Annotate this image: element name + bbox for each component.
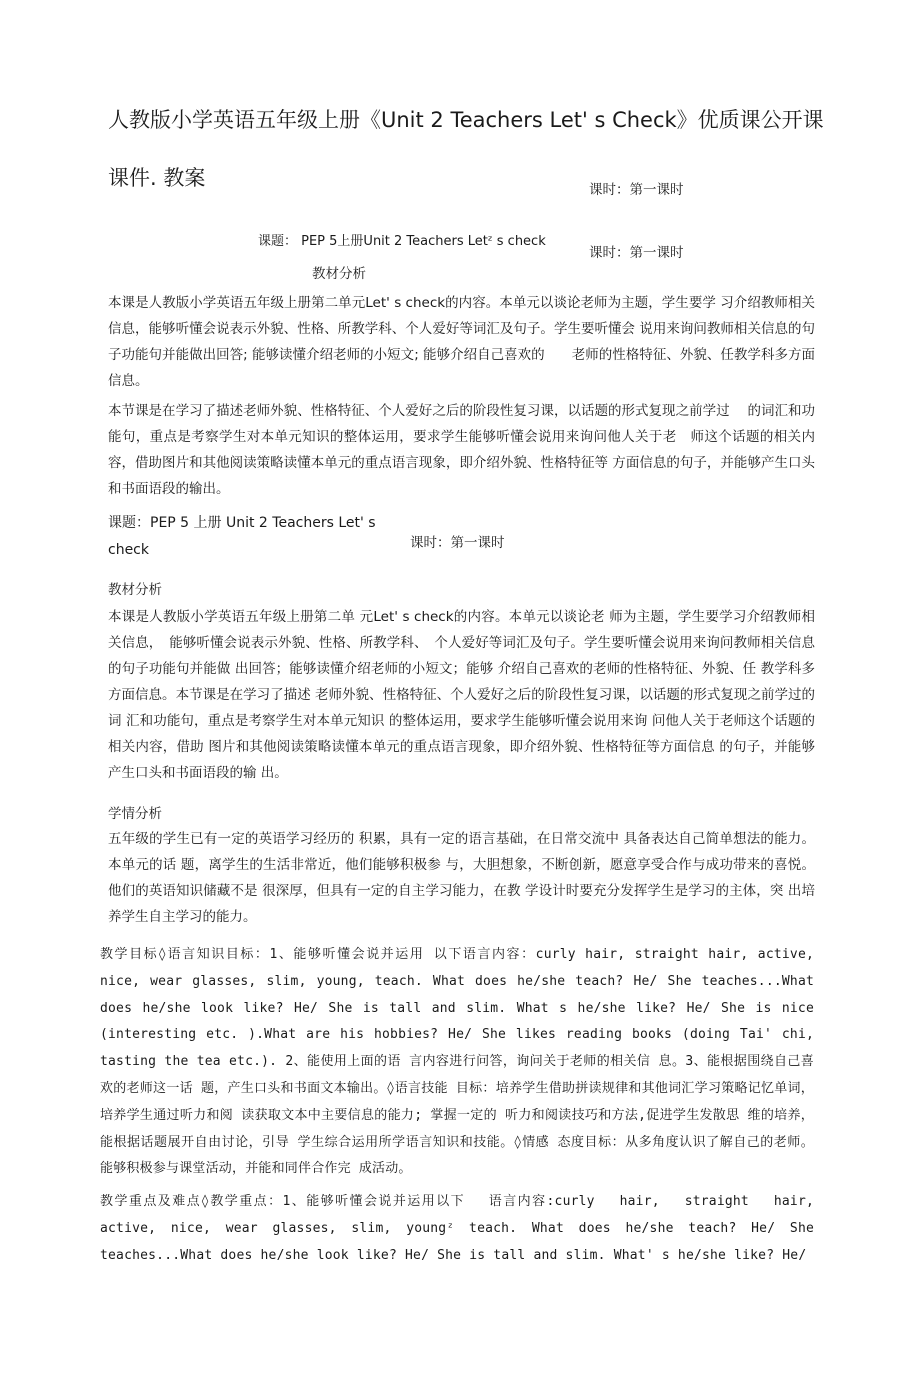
title-line-1: 人教版小学英语五年级上册《Unit 2 Teachers Let' s Check》优质课公开课 bbox=[108, 108, 824, 132]
topic-line: check bbox=[108, 542, 149, 558]
student-analysis-paragraph: 五年级的学生已有一定的英语学习经历的 积累，具有一定的语言基础，在日常交流中 具备表达自己简单想法的能力。本单元的话 题，离学生的生活非常近，他们能够积极参 与，大胆想象，不断创新，愿意享受合作与成功带来的喜悦。他们的英语知识储藏不是 很深厚，但具有一定的自主学习能力，在教 学设计时要充分发挥学生是学习的主体，突 出培养学生自主学习的能力。 bbox=[108, 831, 815, 925]
material-analysis-paragraph: 本课是人教版小学英语五年级上册第二单 元Let' s check的内容。本单元以谈论老 师为主题，学生要学习介绍教师相关信息， 能够听懂会说表示外貌、性格、所教学科、 个人爱好等词汇及句子。学生要听懂会说用来询问教师相关信息的句子功能句并能做 出回答；能够读懂介绍老师的小短文；能够 介绍自己喜欢的老师的性格特征、外貌、任 教学科多方面信息。本节课是在学习了描述 老师外貌、性格特征、个人爱好之后的阶段性复习课，以话题的形式复现之前学过的词 汇和功能句，重点是考察学生对本单元知识 的整体运用，要求学生能够听懂会说用来询 问他人关于老师这个话题的相关内容，借助 图片和其他阅读策略读懂本单元的重点语言现象，即介绍外貌、性格特征等方面信息 的句子，并能够产生口头和书面语段的输 出。 bbox=[108, 609, 815, 781]
material-analysis-paragraph: 本课是人教版小学英语五年级上册第二单元Let' s check的内容。本单元以谈论老师为主题，学生要学 习介绍教师相关信息，能够听懂会说表示外貌、性格、所教学科、个人爱好等词汇及句子。学生要听懂会 说用来询问教师相关信息的句子功能句并能做出回答; 能够读懂介绍老师的小短文; 能够介绍自己喜欢的 老师的性格特征、外貌、任教学科多方面信息。 bbox=[108, 295, 815, 389]
title-line-2: 课件. 教案 bbox=[108, 166, 206, 190]
lesson-hour-label: 课时：第一课时 bbox=[589, 182, 684, 198]
section-heading: 学情分析 bbox=[108, 806, 162, 822]
section-heading: 教材分析 bbox=[312, 266, 366, 282]
material-analysis-paragraph: 本节课是在学习了描述老师外貌、性格特征、个人爱好之后的阶段性复习课，以话题的形式复现之前学过 的词汇和功能句，重点是考察学生对本单元知识的整体运用，要求学生能够听懂会说用来询问他人关于老 师这个话题的相关内容，借助图片和其他阅读策略读懂本单元的重点语言现象，即介绍外貌、性格特征等 方面信息的句子，并能够产生口头和书面语段的输出。 bbox=[108, 403, 815, 497]
section-heading: 教材分析 bbox=[108, 582, 162, 598]
lesson-hour-label: 课时：第一课时 bbox=[410, 535, 505, 551]
key-points-paragraph: 教学重点及难点◊教学重点：1、能够听懂会说并运用以下 语言内容:curly hair, straight hair, active, nice, wear glasses, slim, youngᶻ teach. What does he/she teach? He/ She teaches...What does he/she look like? He/ She is tall and slim. What' s he/she like? He/ bbox=[100, 1194, 814, 1263]
topic-line: 课题：PEP 5 上册 Unit 2 Teachers Let' s bbox=[108, 515, 376, 531]
document-title bbox=[108, 101, 824, 197]
topic-block bbox=[108, 510, 418, 564]
topic-line: 课题： PEP 5上册Unit 2 Teachers Letᶻ s check bbox=[258, 234, 546, 249]
lesson-hour-label: 课时：第一课时 bbox=[589, 245, 684, 261]
teaching-goals-paragraph: 教学目标◊语言知识目标：1、能够听懂会说并运用 以下语言内容：curly hair, straight hair, active, nice, wear glasses, slim, young, teach. What does he/she teach? He/ She teaches...What does he/she look like? He/ She is tall and slim. What s he/she like? He/ She is nice (interesting etc. ).What are his hobbies? He/ She likes reading books (doing Tai' chi, tasting the tea etc.). 2、能使用上面的语 言内容进行问答，询问关于老师的相关信 息。3、能根据围绕自己喜欢的老师这一话 题，产生口头和书面文本输出。◊语言技能 目标：培养学生借助拼读规律和其他词汇学习策略记忆单词，培养学生通过听力和阅 读获取文本中主要信息的能力; 掌握一定的 听力和阅读技巧和方法,促进学生发散思 维的培养，能根据话题展开自由讨论，引导 学生综合运用所学语言知识和技能。◊情感 态度目标：从多角度认识了解自己的老师。 能够积极参与课堂活动，并能和同伴合作完 成活动。 bbox=[100, 947, 814, 1177]
